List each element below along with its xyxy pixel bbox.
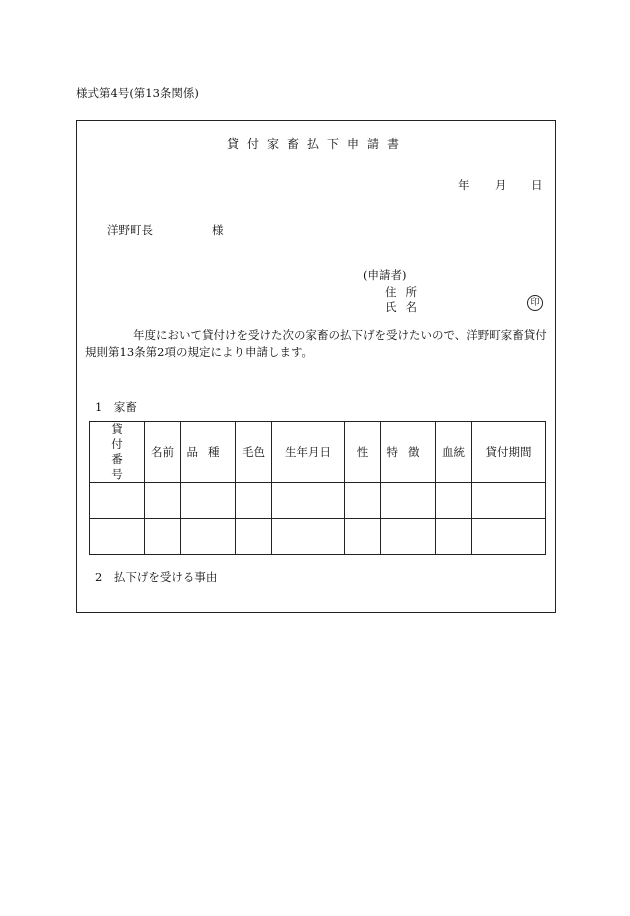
table-cell[interactable]	[381, 483, 436, 519]
section-reason-heading: 2 払下げを受ける事由	[95, 570, 218, 584]
seal-mark: 印	[527, 295, 543, 311]
table-cell[interactable]	[145, 519, 181, 555]
table-cell[interactable]	[181, 483, 236, 519]
name-label: 氏名	[385, 300, 426, 314]
table-cell[interactable]	[381, 519, 436, 555]
header-birth-date: 生年月日	[272, 422, 345, 483]
table-cell[interactable]	[272, 483, 345, 519]
table-cell[interactable]	[472, 519, 546, 555]
date-month-label: 月	[495, 178, 507, 192]
table-row	[90, 483, 546, 519]
applicant-label: (申請者)	[363, 268, 407, 282]
table-cell[interactable]	[236, 519, 272, 555]
table-cell[interactable]	[345, 519, 381, 555]
header-lending-number-line2: 番号	[111, 452, 135, 481]
header-features: 特徴	[381, 422, 436, 483]
addressee-honorific: 様	[212, 223, 224, 237]
header-breed: 品種	[181, 422, 236, 483]
section-livestock-heading: 1 家畜	[95, 400, 137, 414]
header-pedigree: 血統	[436, 422, 472, 483]
form-number: 様式第4号(第13条関係)	[76, 86, 199, 100]
table-cell[interactable]	[181, 519, 236, 555]
address-label: 住所	[385, 285, 426, 299]
application-form	[76, 120, 556, 613]
date-year-label: 年	[458, 178, 470, 192]
table-row	[90, 519, 546, 555]
livestock-table	[89, 421, 546, 555]
table-cell[interactable]	[90, 483, 145, 519]
table-cell[interactable]	[472, 483, 546, 519]
table-cell[interactable]	[236, 483, 272, 519]
header-lending-number-line1: 貸付	[111, 422, 135, 451]
table-cell[interactable]	[90, 519, 145, 555]
header-coat-color: 毛色	[236, 422, 272, 483]
table-header-row	[90, 422, 546, 483]
table-cell[interactable]	[145, 483, 181, 519]
header-lending-period: 貸付期間	[472, 422, 546, 483]
header-sex: 性	[345, 422, 381, 483]
date-day-label: 日	[531, 178, 543, 192]
table-cell[interactable]	[345, 483, 381, 519]
table-cell[interactable]	[436, 519, 472, 555]
header-lending-number	[90, 422, 145, 483]
header-animal-name: 名前	[145, 422, 181, 483]
table-cell[interactable]	[272, 519, 345, 555]
form-title: 貸付家畜払下申請書	[226, 137, 407, 151]
application-statement: 年度において貸付けを受けた次の家畜の払下げを受けたいので、洋野町家畜貸付規則第13条第2項の規定により申請します。	[85, 328, 547, 359]
table-cell[interactable]	[436, 483, 472, 519]
addressee-name: 洋野町長	[107, 223, 153, 237]
